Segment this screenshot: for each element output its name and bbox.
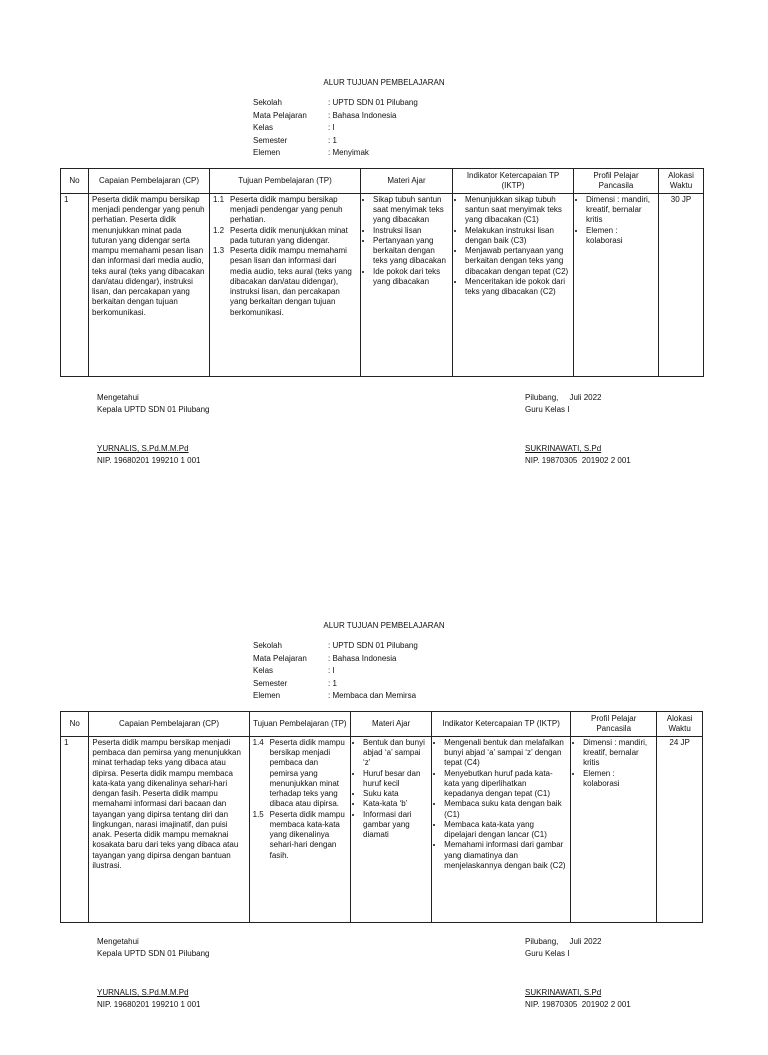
page-title: ALUR TUJUAN PEMBELAJARAN <box>323 78 445 87</box>
list-item: • Menunjukkan sikap tubuh santun saat menyimak teks yang dibacakan (C1) <box>465 195 570 226</box>
document-page-2 <box>0 543 768 1055</box>
tp-item: 1.3 Peserta didik mampu memahami pesan lisan dan informasi dari media audio, teks aural (teks yang dibacakan dan/atau didengar), instruksi lisan, dan percakapan yang berkaitan dengan tujuan berkomunikasi. <box>213 246 352 317</box>
header-iktp: Indikator Ketercapaian TP (IKTP) <box>453 169 574 194</box>
signer-name: SUKRINAWATI, S.Pd <box>525 444 602 453</box>
document-page-1 <box>0 0 768 512</box>
cell-cp: Peserta didik mampu bersikap menjadi pembaca dan pemirsa yang menunjukkan minat terhadap teks yang dibaca atau dipirsa. Peserta didik mampu membaca kata-kata yang dikenalinya sehari-hari dengan fasih. Peserta didik mampu memahami informasi dari bacaan dan tayangan yang dipirsa tentang diri dan lingkungan, narasi imajinatif, dan puisi anak. Peserta didik mampu memaknai kosakata baru dari teks yang dibaca atau tayangan yang dipirsa dengan bantuan ilustrasi. <box>89 737 249 923</box>
list-item: • Menceritakan ide pokok dari teks yang dibacakan (C2) <box>465 277 570 297</box>
cell-no: 1 <box>61 194 89 377</box>
meta-row-semester: Semester : 1 <box>253 678 337 688</box>
header-profil: Profil Pelajar Pancasila <box>571 712 657 737</box>
signature-left: Mengetahui Kepala UPTD SDN 01 Pilubang YURNALIS, S.Pd.M.M.Pd NIP. 19680201 199210 1 001 <box>97 393 210 468</box>
atp-table <box>60 168 704 377</box>
tp-item: 1.2 Peserta didik menunjukkan minat pada tuturan yang didengar. <box>213 225 348 245</box>
table-row <box>61 737 703 923</box>
meta-row-sekolah: Sekolah : UPTD SDN 01 Pilubang <box>253 641 418 650</box>
header-cp: Capaian Pembelajaran (CP) <box>89 712 249 737</box>
cell-profil <box>574 194 659 377</box>
list-item: • Huruf besar dan huruf kecil <box>363 769 428 789</box>
list-item: • Menyebutkan huruf pada kata-kata yang diperlihatkan kepadanya dengan tepat (C1) <box>444 769 567 800</box>
list-item: • Memahami informasi dari gambar yang diamatinya dan menjelaskannya dengan baik (C2) <box>444 840 567 871</box>
meta-row-mapel: Mata Pelajaran : Bahasa Indonesia <box>253 653 397 663</box>
signer-name: SUKRINAWATI, S.Pd <box>525 988 602 997</box>
list-item: • Membaca kata-kata yang dipelajari dengan lancar (C1) <box>444 820 567 840</box>
tp-item: 1.4 Peserta didik mampu bersikap menjadi pembaca dan pemirsa yang menunjukkan minat terhadap teks yang dibaca atau dipirsa. <box>252 738 345 809</box>
header-alokasi: Alokasi Waktu <box>659 169 704 194</box>
list-item: • Suku kata <box>363 789 428 799</box>
cell-materi <box>351 737 432 923</box>
header-alokasi: Alokasi Waktu <box>657 712 703 737</box>
meta-row-mapel: Mata Pelajaran : Bahasa Indonesia <box>253 110 397 120</box>
list-item: • Melakukan instruksi lisan dengan baik (C3) <box>465 226 570 246</box>
tp-item: 1.1 Peserta didik mampu bersikap menjadi pendengar yang penuh perhatian. <box>213 195 343 225</box>
signer-nip: NIP. 19680201 199210 1 001 <box>97 456 201 465</box>
list-item: • Dimensi : mandiri, kreatif, bernalar kritis <box>583 738 653 769</box>
header-materi: Materi Ajar <box>361 169 453 194</box>
meta-row-kelas: Kelas : I <box>253 666 335 675</box>
meta-row-elemen: Elemen : Menyimak <box>253 148 369 157</box>
list-item: • Ide pokok dari teks yang dibacakan <box>373 267 449 287</box>
header-materi: Materi Ajar <box>351 712 432 737</box>
list-item: • Mengenali bentuk dan melafalkan bunyi abjad ‘a’ sampai ‘z’ dengan tepat (C4) <box>444 738 567 769</box>
list-item: • Elemen : kolaborasi <box>583 769 653 789</box>
page-title: ALUR TUJUAN PEMBELAJARAN <box>323 621 445 630</box>
list-item: • Sikap tubuh santun saat menyimak teks yang dibacakan <box>373 195 449 226</box>
meta-row-semester: Semester : 1 <box>253 135 337 145</box>
header-tp: Tujuan Pembelajaran (TP) <box>210 169 361 194</box>
list-item: • Informasi dari gambar yang diamati <box>363 810 428 841</box>
signature-right: Pilubang, Juli 2022 Guru Kelas I SUKRINAWATI, S.Pd NIP. 19870305 201902 2 001 <box>525 393 631 468</box>
header-iktp: Indikator Ketercapaian TP (IKTP) <box>432 712 571 737</box>
header-tp: Tujuan Pembelajaran (TP) <box>249 712 350 737</box>
cell-profil <box>571 737 657 923</box>
signer-name: YURNALIS, S.Pd.M.M.Pd <box>97 444 189 453</box>
list-item: • Pertanyaan yang berkaitan dengan teks yang dibacakan <box>373 236 449 267</box>
cell-iktp <box>432 737 571 923</box>
list-item: • Instruksi lisan <box>373 226 449 236</box>
list-item: • Menjawab pertanyaan yang berkaitan dengan teks yang dibacakan dengan tepat (C2) <box>465 246 570 277</box>
atp-table <box>60 711 703 923</box>
tp-item: 1.5 Peserta didik mampu membaca kata-kata yang dikenalinya sehari-hari dengan fasih. <box>252 809 345 860</box>
list-item: • Dimensi : mandiri, kreatif, bernalar kritis <box>586 195 655 226</box>
meta-row-elemen: Elemen : Membaca dan Memirsa <box>253 691 417 700</box>
meta-row-kelas: Kelas : I <box>253 123 335 132</box>
signer-nip: NIP. 19870305 201902 2 001 <box>525 456 631 465</box>
list-item: • Membaca suku kata dengan baik (C1) <box>444 799 567 819</box>
signer-nip: NIP. 19680201 199210 1 001 <box>97 1000 201 1009</box>
meta-block <box>253 641 418 704</box>
header-no: No <box>61 169 89 194</box>
cell-materi <box>361 194 453 377</box>
cell-tp <box>249 737 350 923</box>
signature-right: Pilubang, Juli 2022 Guru Kelas I SUKRINAWATI, S.Pd NIP. 19870305 201902 2 001 <box>525 937 631 1012</box>
header-cp: Capaian Pembelajaran (CP) <box>89 169 210 194</box>
meta-row-sekolah: Sekolah : UPTD SDN 01 Pilubang <box>253 98 418 107</box>
cell-alokasi: 30 JP <box>659 194 704 377</box>
list-item: • Elemen : kolaborasi <box>586 226 655 246</box>
signer-nip: NIP. 19870305 201902 2 001 <box>525 1000 631 1009</box>
cell-no: 1 <box>61 737 89 923</box>
cell-alokasi: 24 JP <box>657 737 703 923</box>
cell-tp <box>210 194 361 377</box>
list-item: • Kata-kata ‘b’ <box>363 799 428 809</box>
header-profil: Profil Pelajar Pancasila <box>574 169 659 194</box>
list-item: • Bentuk dan bunyi abjad ‘a’ sampai ‘z’ <box>363 738 428 769</box>
meta-block <box>253 98 418 161</box>
table-row <box>61 194 704 377</box>
signer-name: YURNALIS, S.Pd.M.M.Pd <box>97 988 189 997</box>
cell-cp: Peserta didik mampu bersikap menjadi pendengar yang penuh perhatian. Peserta didik menunjukkan minat pada tuturan yang didengar serta mampu memahami pesan lisan dan informasi dari media audio, teks aural (teks yang dibacakan dan/atau didengar), instruksi lisan, dan percakapan yang berkaitan dengan tujuan berkomunikasi. <box>89 194 210 377</box>
header-no: No <box>61 712 89 737</box>
signature-left: Mengetahui Kepala UPTD SDN 01 Pilubang YURNALIS, S.Pd.M.M.Pd NIP. 19680201 199210 1 001 <box>97 937 210 1012</box>
cell-iktp <box>453 194 574 377</box>
